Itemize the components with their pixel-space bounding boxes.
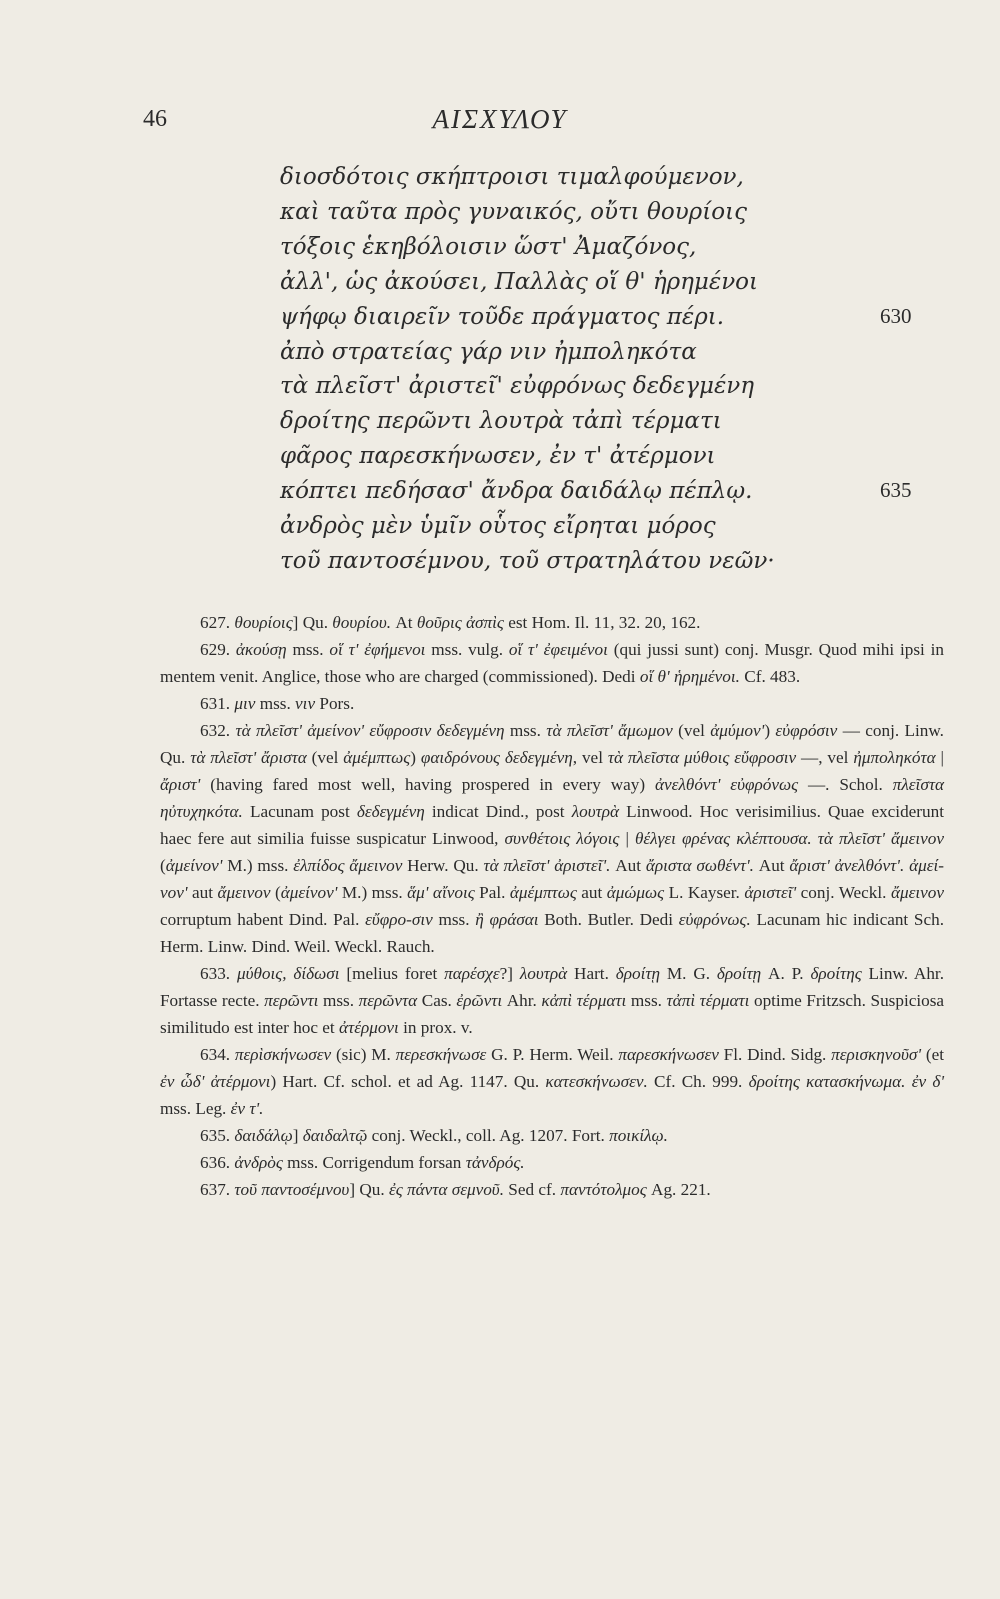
note-text: (having fared most well, having prospered in every way) xyxy=(200,775,656,794)
apparatus-note xyxy=(160,717,944,960)
note-text: est Hom. Il. 11, 32. 20, 162. xyxy=(503,613,701,632)
note-text: Sed cf. xyxy=(504,1180,561,1199)
note-text: M. G. xyxy=(660,964,717,983)
note-text: — conj. Linw. Qu. xyxy=(160,721,944,767)
verse-line: τὰ πλεῖστ' ἀριστεῖ' εὐφρόνως δεδεγμένη xyxy=(280,373,755,400)
note-text: mss. xyxy=(255,694,296,713)
greek-lemma: ἀμείνον' xyxy=(165,856,223,875)
note-text: conj. Weckl., coll. Ag. 1207. Fort. xyxy=(367,1126,610,1145)
note-text: Lacunam hic indicant Sch. Herm. Linw. Dind. Weil. Weckl. Rauch. xyxy=(160,910,944,956)
greek-lemma: δαιδάλῳ xyxy=(234,1126,293,1145)
verse-line: ἀλλ', ὡς ἀκούσει, Παλλὰς οἵ θ' ἡρημένοι xyxy=(280,268,759,295)
apparatus-note xyxy=(160,609,944,636)
note-text: optime Fritzsch. Suspiciosa similitudo est inter hoc et xyxy=(160,991,945,1037)
note-text: mss. xyxy=(318,991,359,1010)
note-text: ] xyxy=(292,1126,303,1145)
greek-lemma: περῶντα xyxy=(358,991,418,1010)
note-text: ) xyxy=(410,748,421,767)
greek-lemma: συνθέτοις λόγοις xyxy=(504,829,620,848)
greek-lemma: μύθοις, δίδωσι xyxy=(236,964,340,983)
greek-lemma: δροίτης κατασκήνωμα. xyxy=(748,1072,906,1091)
note-text: 634. xyxy=(200,1045,235,1064)
greek-lemma: τοῦ παντοσέμνου xyxy=(234,1180,350,1199)
note-text: mss. xyxy=(626,991,667,1010)
apparatus-note xyxy=(160,1149,944,1176)
note-text: [melius foret xyxy=(339,964,445,983)
verse-line: φᾶρος παρεσκήνωσεν, ἐν τ' ἀτέρμονι xyxy=(280,443,716,470)
note-text: Linw. Ahr. Fortasse recte. xyxy=(160,964,945,1010)
apparatus-notes xyxy=(160,609,944,1203)
greek-lemma: εὔφρο-σιν xyxy=(365,910,433,929)
note-text: M.) mss. xyxy=(222,856,294,875)
greek-lemma: πλεῖστα ηὐτυχηκότα. xyxy=(160,775,944,821)
greek-lemma: περὶσκήνωσεν xyxy=(234,1045,332,1064)
line-number: 635 xyxy=(880,478,912,503)
greek-lemma: ἀμείνον' xyxy=(280,883,338,902)
greek-lemma: λουτρὰ xyxy=(519,964,568,983)
note-text: mss. vulg. xyxy=(425,640,509,659)
greek-lemma: ἀριστεῖ' xyxy=(744,883,797,902)
apparatus-note xyxy=(160,1041,944,1122)
note-text: (qui jussi sunt) conj. Musgr. Quod mihi ipsi in mentem venit. Anglice, those who are charged (commissioned). Dedi xyxy=(160,640,944,686)
verse-line: ἀπὸ στρατείας γάρ νιν ἠμποληκότα xyxy=(280,338,697,365)
note-text: Herw. Qu. xyxy=(402,856,484,875)
greek-lemma: εὐφρόνως. xyxy=(678,910,751,929)
note-text: aut xyxy=(576,883,607,902)
note-text: Aut xyxy=(610,856,646,875)
greek-lemma: θοῦρις ἀσπὶς xyxy=(416,613,504,632)
greek-lemma: περισκηνοῦσ' xyxy=(831,1045,922,1064)
apparatus-note xyxy=(160,690,944,717)
note-text: L. Kayser. xyxy=(664,883,745,902)
greek-lemma: νιν xyxy=(295,694,316,713)
greek-lemma: ἀτέρμονι xyxy=(339,1018,399,1037)
verse-line: δροίτης περῶντι λουτρὰ τἀπὶ τέρματι xyxy=(280,408,722,435)
greek-lemma: ποικίλῳ. xyxy=(609,1126,668,1145)
note-text: ( xyxy=(270,883,281,902)
note-text: mss. xyxy=(504,721,547,740)
note-text: —. Schol. xyxy=(798,775,893,794)
greek-lemma: ἀνελθόντ' εὐφρόνως xyxy=(655,775,799,794)
note-text: ( xyxy=(160,856,166,875)
note-text: , vel xyxy=(572,748,608,767)
greek-lemma: οἵ θ' ἡρημένοι. xyxy=(639,667,740,686)
greek-lemma: ἄριστ' ἀνελθόντ'. xyxy=(789,856,905,875)
note-text: (et xyxy=(921,1045,944,1064)
greek-lemma: ἐλπίδος ἄμεινον xyxy=(293,856,403,875)
greek-lemma: τὰ πλεῖστ' ἀμείνον' εὔφροσιν δεδεγμένη xyxy=(235,721,505,740)
greek-lemma: τὰ πλεῖστ' ἀριστεῖ'. xyxy=(483,856,611,875)
greek-lemma: ἀμύμον' xyxy=(710,721,765,740)
greek-lemma: δαιδαλτῷ xyxy=(302,1126,368,1145)
note-text: ] Qu. xyxy=(292,613,333,632)
greek-lemma: τὰ πλεῖστ' ἄμωμον xyxy=(546,721,673,740)
greek-lemma: οἵ τ' ἐφειμένοι xyxy=(508,640,608,659)
note-text: Cf. 483. xyxy=(739,667,801,686)
verse-line: ἀνδρὸς μὲν ὑμῖν οὗτος εἴρηται μόρος xyxy=(280,513,716,539)
greek-lemma: ἐς πάντα σεμνοῦ. xyxy=(388,1180,504,1199)
note-text: indicat Dind., post xyxy=(424,802,572,821)
note-text: 632. xyxy=(200,721,236,740)
greek-lemma: περεσκήνωσε xyxy=(395,1045,487,1064)
greek-lemma: ἀμεί-νον' xyxy=(160,856,944,902)
greek-lemma: θέλγει φρένας κλέπτουσα. xyxy=(634,829,812,848)
greek-lemma: κἀπὶ τέρματι xyxy=(541,991,627,1010)
greek-lemma: τἀπὶ τέρματι xyxy=(666,991,750,1010)
greek-lemma: ἐν ὧδ' ἀτέρμονι xyxy=(160,1072,271,1091)
greek-lemma: ἀμέμπτως xyxy=(509,883,577,902)
note-text: Pors. xyxy=(315,694,355,713)
greek-lemma: φαιδρόνους δεδεγμένη xyxy=(420,748,573,767)
page-number: 46 xyxy=(143,106,167,132)
note-text: in prox. v. xyxy=(398,1018,473,1037)
greek-lemma: εὐφρόσιν xyxy=(775,721,838,740)
note-text: —, vel xyxy=(796,748,854,767)
note-text: (sic) M. xyxy=(331,1045,396,1064)
greek-lemma: ἄριστα σωθέντ'. xyxy=(645,856,754,875)
note-text: Fl. Dind. Sidg. xyxy=(718,1045,832,1064)
greek-lemma: δεδεγμένη xyxy=(356,802,425,821)
note-text: M.) mss. xyxy=(337,883,408,902)
greek-lemma: ἀνδρὸς xyxy=(234,1153,283,1172)
verse-line: κόπτει πεδήσασ' ἄνδρα δαιδάλῳ πέπλῳ. xyxy=(280,478,753,505)
greek-lemma: περῶντι xyxy=(264,991,319,1010)
greek-lemma: παρεσκήνωσεν xyxy=(618,1045,719,1064)
greek-lemma: τὰ πλεῖστ' ἄριστα xyxy=(190,748,307,767)
note-text: aut xyxy=(187,883,218,902)
note-text: 637. xyxy=(200,1180,235,1199)
note-text: 635. xyxy=(200,1126,235,1145)
greek-lemma: παντότολμος xyxy=(560,1180,647,1199)
greek-lemma: ἀμέμπτως xyxy=(343,748,411,767)
note-text: mss. xyxy=(432,910,476,929)
note-text: 627. xyxy=(200,613,235,632)
greek-lemma: ἄριστ' xyxy=(160,775,201,794)
note-text: 629. xyxy=(200,640,236,659)
note-text: 631. xyxy=(200,694,235,713)
note-text: mss. xyxy=(286,640,330,659)
note-text: Both. Butler. Dedi xyxy=(538,910,679,929)
note-text: | xyxy=(619,829,635,848)
note-text: 636. xyxy=(200,1153,235,1172)
verse-line: καὶ ταῦτα πρὸς γυναικός, οὔτι θουρίοις xyxy=(280,198,747,225)
note-text: Cf. Ch. 999. xyxy=(647,1072,749,1091)
note-text: ] Qu. xyxy=(349,1180,389,1199)
apparatus-note xyxy=(160,1176,944,1203)
note-text: mss. Leg. xyxy=(160,1099,231,1118)
note-text: | xyxy=(935,748,945,767)
greek-lemma: θουρίοις xyxy=(234,613,293,632)
greek-lemma: ἄμεινον xyxy=(217,883,271,902)
greek-lemma: τὰ πλεῖστα μύθοις εὔφροσιν xyxy=(607,748,797,767)
greek-lemma: ἀκούσῃ xyxy=(235,640,287,659)
apparatus-note xyxy=(160,960,944,1041)
greek-lemma: ἐν τ'. xyxy=(230,1099,264,1118)
note-text: Lacunam post xyxy=(242,802,357,821)
note-text: Cas. xyxy=(417,991,457,1010)
note-text: G. P. Herm. Weil. xyxy=(486,1045,619,1064)
greek-lemma: κατεσκήνωσεν. xyxy=(545,1072,648,1091)
note-text: Aut xyxy=(753,856,790,875)
greek-lemma: δροίτης xyxy=(810,964,862,983)
note-text: Ag. 221. xyxy=(646,1180,711,1199)
note-text: Linwood. Hoc verisimilius. Quae exciderunt haec fere aut similia fuisse suspicatur Linwood, xyxy=(160,802,944,848)
note-text: ?] xyxy=(499,964,520,983)
greek-lemma: θουρίου. xyxy=(332,613,392,632)
note-text: A. P. xyxy=(761,964,811,983)
verse-line: τόξοις ἑκηβόλοισιν ὥστ' Ἀμαζόνος, xyxy=(280,233,697,260)
greek-lemma: μιν xyxy=(234,694,256,713)
verse-line: τοῦ παντοσέμνου, τοῦ στρατηλάτου νεῶν· xyxy=(280,547,775,574)
greek-lemma: δροίτῃ xyxy=(615,964,661,983)
note-text: corruptum habent Dind. Pal. xyxy=(160,910,366,929)
greek-lemma: ἐρῶντι xyxy=(456,991,503,1010)
greek-lemma: ἀμώμως xyxy=(606,883,665,902)
greek-lemma: τὰ πλεῖστ' ἄμεινον xyxy=(817,829,944,848)
note-text: (vel xyxy=(306,748,344,767)
apparatus-note xyxy=(160,636,944,690)
greek-lemma: ἄμεινον xyxy=(890,883,944,902)
note-text: Hart. xyxy=(567,964,616,983)
note-text: mss. Corrigendum forsan xyxy=(282,1153,466,1172)
greek-lemma: ἅμ' αἴνοις xyxy=(407,883,475,902)
note-text: conj. Weckl. xyxy=(796,883,891,902)
greek-lemma: παρέσχε xyxy=(444,964,500,983)
greek-lemma: δροίτῃ xyxy=(716,964,762,983)
note-text: Ahr. xyxy=(502,991,542,1010)
note-text: At xyxy=(391,613,417,632)
greek-lemma: λουτρὰ xyxy=(571,802,620,821)
apparatus-note xyxy=(160,1122,944,1149)
line-number: 630 xyxy=(880,303,912,328)
verse-line: διοσδότοις σκήπτροισι τιμαλφούμενον, xyxy=(280,164,744,190)
running-head: ΑΙΣΧΥΛΟΥ xyxy=(432,104,568,134)
note-text: Pal. xyxy=(474,883,510,902)
greek-lemma: ἠμποληκότα xyxy=(853,748,936,767)
greek-lemma: ἢ φράσαι xyxy=(475,910,539,929)
note-text: ) Hart. Cf. schol. et ad Ag. 1147. Qu. xyxy=(270,1072,546,1091)
greek-lemma: ἐν δ' xyxy=(911,1072,944,1091)
note-text: 633. xyxy=(200,964,237,983)
note-text: ) xyxy=(764,721,776,740)
verse-line: ψήφῳ διαιρεῖν τοῦδε πράγματος πέρι. xyxy=(280,303,725,330)
greek-lemma: οἵ τ' ἐφήμενοι xyxy=(329,640,426,659)
greek-lemma: τἀνδρός. xyxy=(465,1153,525,1172)
note-text: (vel xyxy=(672,721,711,740)
